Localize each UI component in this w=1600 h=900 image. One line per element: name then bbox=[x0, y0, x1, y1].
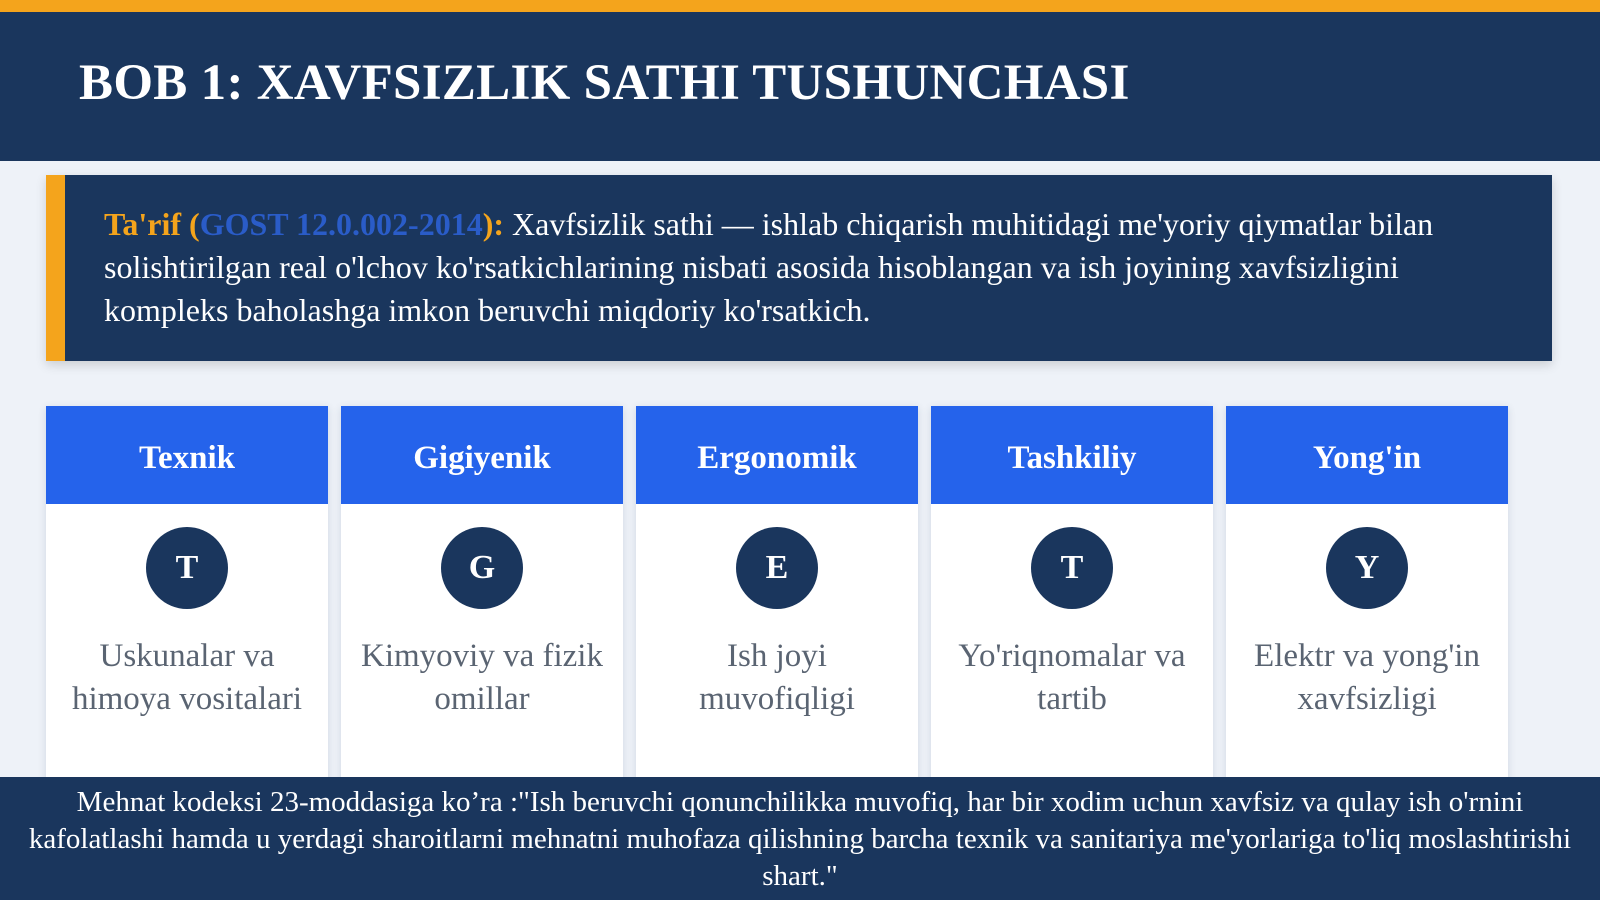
card-title: Yong'in bbox=[1226, 406, 1508, 504]
card-title: Ergonomik bbox=[636, 406, 918, 504]
card-letter-badge: Y bbox=[1326, 527, 1408, 609]
definition-label bbox=[104, 206, 504, 242]
top-accent-bar bbox=[0, 0, 1600, 12]
card-title: Texnik bbox=[46, 406, 328, 504]
card-texnik bbox=[46, 406, 328, 782]
definition-text bbox=[104, 203, 1524, 332]
card-description: Ish joyi muvofiqligi bbox=[699, 638, 855, 717]
definition-body: Xavfsizlik sathi — ishlab chiqarish muhitidagi me'yoriy qiymatlar bilan solishtirilgan real o'lchov ko'rsatkichlarining nisbati asosida hisoblangan va ish joyining xavfsizligini kompleks baholashga imkon beruvchi miqdoriy ko'rsatkich. bbox=[104, 206, 1434, 328]
card-description: Yo'riqnomalar va tartib bbox=[958, 638, 1186, 717]
card-letter-badge: T bbox=[146, 527, 228, 609]
footer-quote: Mehnat kodeksi 23-moddasiga ko’ra :"Ish beruvchi qonunchilikka muvofiq, har bir xodim uchun xavfsiz va qulay ish o'rnini kafolatlashi hamda u yerdagi sharoitlarni mehnatni muhofaza qilishning barcha texnik va sanitariya me'yorlariga to'liq moslashtirishi shart." bbox=[28, 786, 1572, 892]
card-letter-badge: G bbox=[441, 527, 523, 609]
card-description: Uskunalar va himoya vositalari bbox=[71, 638, 303, 717]
card-ergonomik bbox=[636, 406, 918, 782]
category-cards bbox=[46, 406, 1566, 782]
gost-reference-link[interactable]: GOST 12.0.002-2014 bbox=[199, 206, 483, 242]
definition-accent-bar bbox=[46, 175, 65, 361]
footer-quote-bar bbox=[0, 777, 1600, 900]
card-title: Tashkiliy bbox=[931, 406, 1213, 504]
definition-label-prefix: Ta'rif ( bbox=[104, 206, 200, 242]
card-description: Elektr va yong'in xavfsizligi bbox=[1254, 638, 1480, 717]
slide-header bbox=[0, 12, 1600, 161]
card-letter-badge: E bbox=[736, 527, 818, 609]
card-description: Kimyoviy va fizik omillar bbox=[361, 638, 603, 717]
card-gigiyenik bbox=[341, 406, 623, 782]
definition-box bbox=[46, 175, 1552, 361]
card-title: Gigiyenik bbox=[341, 406, 623, 504]
definition-label-suffix: ): bbox=[482, 206, 505, 242]
card-yongin bbox=[1226, 406, 1508, 782]
card-tashkiliy bbox=[931, 406, 1213, 782]
page-title: BOB 1: XAVFSIZLIK SATHI TUSHUNCHASI bbox=[79, 55, 1130, 111]
card-letter-badge: T bbox=[1031, 527, 1113, 609]
